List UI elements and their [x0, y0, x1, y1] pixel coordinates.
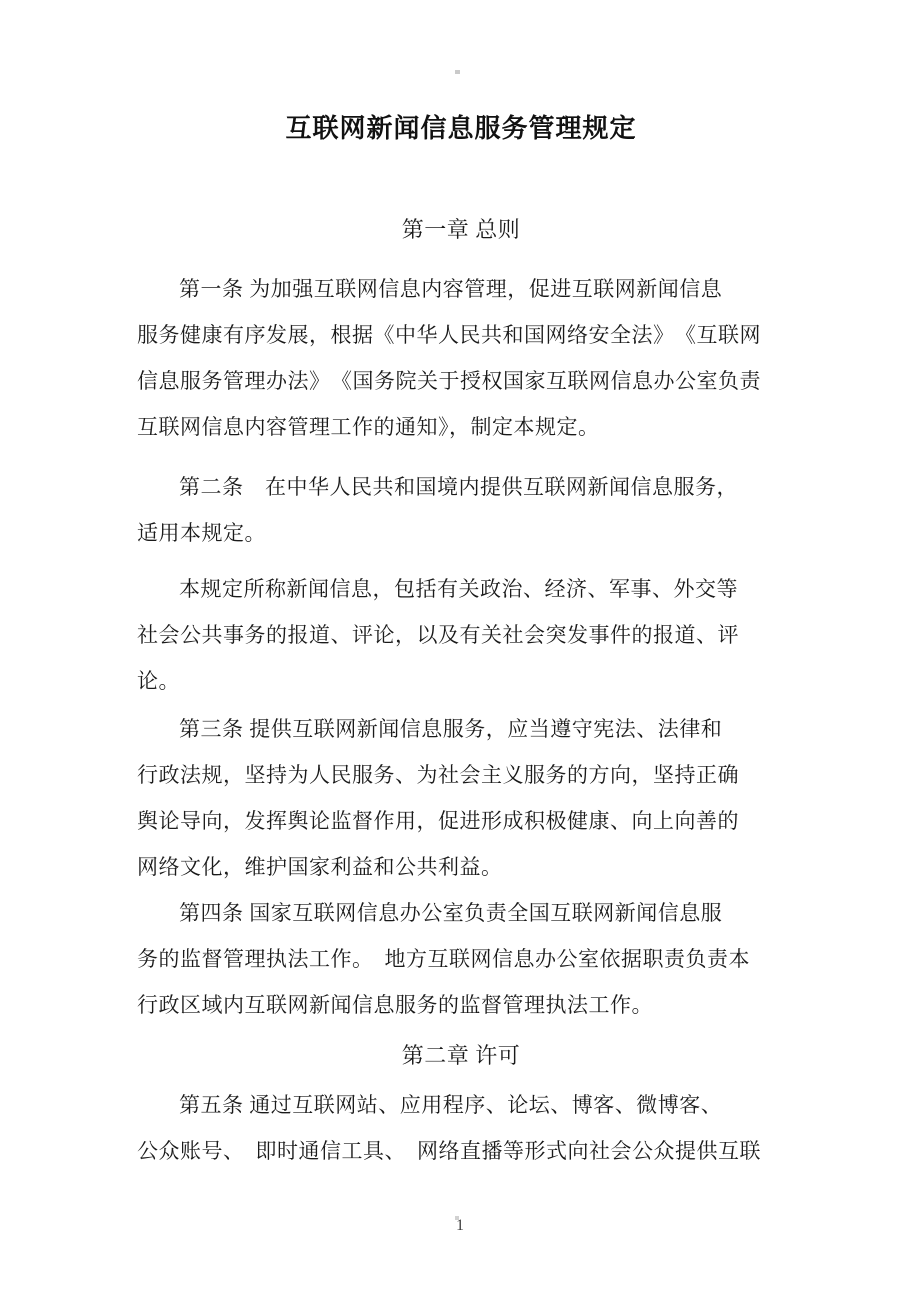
chapter-heading: 第一章 总则	[401, 217, 521, 242]
document-body	[137, 210, 785, 1174]
document-line: 适用本规定。	[137, 521, 266, 545]
document-line: 第二条 在中华人民共和国境内提供互联网新闻信息服务，	[179, 475, 738, 499]
document-line: 公众账号、 即时通信工具、 网络直播等形式向社会公众提供互联	[137, 1139, 761, 1163]
document-line: 行政法规，坚持为人民服务、为社会主义服务的方向，坚持正确	[137, 763, 739, 787]
document-content	[137, 0, 785, 1174]
paragraph	[137, 1082, 785, 1174]
document-title: 互联网新闻信息服务管理规定	[285, 114, 637, 143]
paragraph	[137, 464, 785, 556]
document-line: 舆论导向，发挥舆论监督作用，促进形成积极健康、向上向善的	[137, 809, 739, 833]
document-line: 第四条 国家互联网信息办公室负责全国互联网新闻信息服	[179, 901, 723, 925]
document-line: 论。	[137, 669, 180, 693]
paragraph	[137, 266, 785, 450]
document-line: 本规定所称新闻信息，包括有关政治、经济、军事、外交等	[179, 577, 738, 601]
paragraph	[137, 890, 785, 1028]
chapter-heading: 第二章 许可	[401, 1043, 521, 1068]
paragraph	[137, 566, 785, 704]
paragraph	[137, 706, 785, 890]
document-line: 社会公共事务的报道、评论，以及有关社会突发事件的报道、评	[137, 623, 739, 647]
document-line: 网络文化，维护国家利益和公共利益。	[137, 855, 503, 879]
document-line: 互联网信息内容管理工作的通知》，制定本规定。	[137, 415, 600, 439]
document-line: 服务健康有序发展，根据《中华人民共和国网络安全法》 《互联网	[137, 323, 761, 347]
page-number: 1	[456, 1217, 464, 1234]
document-line: 信息服务管理办法》 《国务院关于授权国家互联网信息办公室负责	[137, 369, 761, 393]
document-line: 行政区域内互联网新闻信息服务的监督管理执法工作。	[137, 993, 653, 1017]
document-line: 务的监督管理执法工作。 地方互联网信息办公室依据职责负责本	[137, 947, 750, 971]
document-line: 第五条 通过互联网站、应用程序、论坛、博客、微博客、	[179, 1093, 723, 1117]
document-line: 第三条 提供互联网新闻信息服务，应当遵守宪法、法律和	[179, 717, 723, 741]
document-line: 第一条 为加强互联网信息内容管理，促进互联网新闻信息	[179, 277, 723, 301]
